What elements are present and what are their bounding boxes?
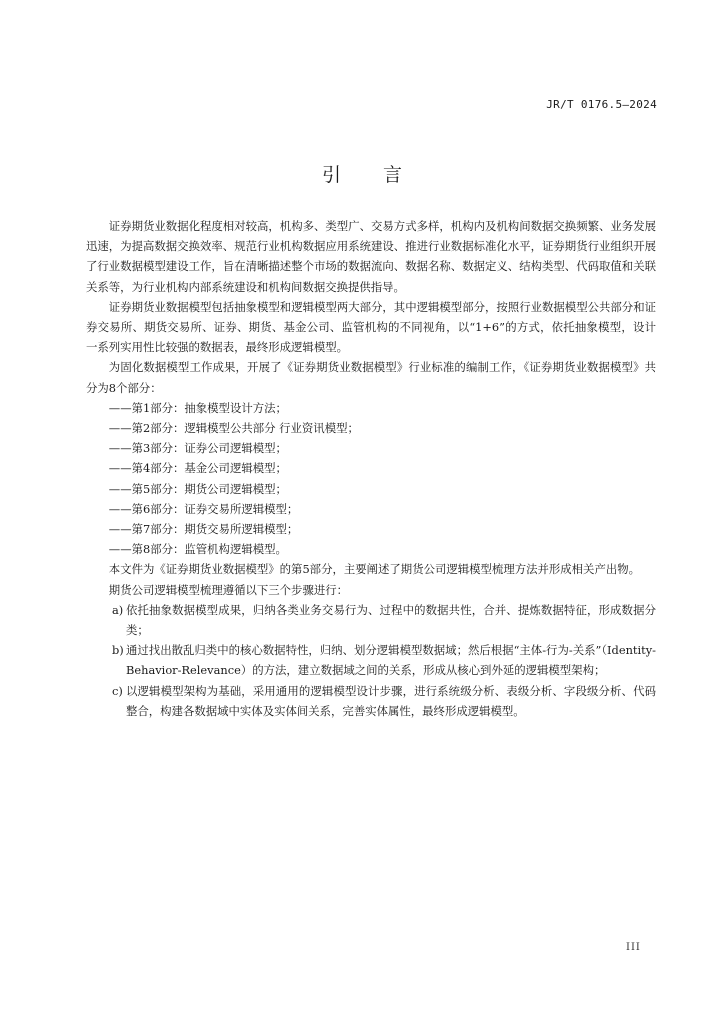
section-title: 引言 (321, 164, 444, 186)
list-item: ——第3部分：证券公司逻辑模型； (108, 441, 287, 456)
paragraph: 本文件为《证券期货业数据模型》的第5部分，主要阐述了期货公司逻辑模型梳理方法并形成相关产出物。 (108, 562, 641, 577)
list-marker: b) (112, 643, 124, 658)
paragraph: 证券期货业数据化程度相对较高，机构多、类型广、交易方式多样，机构内及机构间数据交换频繁、业务发展迅速，为提高数据交换效率、规范行业机构数据应用系统建设、推进行业数据标准化水平，证券期货行业组织开展了行业数据模型建设工作，旨在清晰描述整个市场的数据流向、数据名称、数据定义、结构类型、代码取值和关联关系等，为行业机构内部系统建设和机构间数据交换提供指导。 (86, 219, 656, 294)
list-item-text: 通过找出散乱归类中的核心数据特性，归纳、划分逻辑模型数据域；然后根据“主体-行为-关系”（Identity-Behavior-Relevance）的方法，建立数据域之间的关系，形成从核心到外延的逻辑模型架构； (126, 643, 656, 678)
standard-number: JR/T 0176.5—2024 (546, 98, 657, 111)
list-item: ——第1部分：抽象模型设计方法； (108, 400, 287, 415)
list-item: ——第4部分：基金公司逻辑模型； (108, 461, 287, 476)
list-item: ——第8部分：监管机构逻辑模型。 (108, 542, 287, 557)
parts-list (86, 398, 656, 560)
list-item: ——第2部分：逻辑模型公共部分 行业资讯模型； (108, 421, 359, 436)
list-item-text: 以逻辑模型架构为基础，采用通用的逻辑模型设计步骤，进行系统级分析、表级分析、字段级分析、代码整合，构建各数据域中实体及实体间关系，完善实体属性，最终形成逻辑模型。 (126, 683, 656, 718)
list-item-text: 依托抽象数据模型成果，归纳各类业务交易行为、过程中的数据共性，合并、提炼数据特征，形成数据分类； (126, 602, 656, 638)
list-item (86, 600, 656, 640)
list-item (86, 681, 656, 721)
list-marker: c) (112, 683, 123, 698)
paragraph: 为固化数据模型工作成果，开展了《证券期货业数据模型》行业标准的编制工作，《证券期货业数据模型》共分为8个部分： (86, 360, 656, 395)
list-item: ——第6部分：证券交易所逻辑模型； (108, 501, 299, 516)
list-marker: a) (112, 602, 124, 617)
paragraph: 期货公司逻辑模型梳理遵循以下三个步骤进行： (108, 582, 349, 597)
list-item: ——第5部分：期货公司逻辑模型； (108, 481, 287, 496)
paragraph: 证券期货业数据模型包括抽象模型和逻辑模型两大部分，其中逻辑模型部分，按照行业数据模型公共部分和证券交易所、期货交易所、证券、期货、基金公司、监管机构的不同视角，以“1+6”的方式，依托抽象模型，设计一系列实用性比较强的数据表，最终形成逻辑模型。 (86, 299, 656, 355)
document-body (86, 216, 656, 721)
page-number: III (626, 942, 641, 953)
list-item: ——第7部分：期货交易所逻辑模型； (108, 522, 299, 537)
steps-list (86, 600, 656, 721)
list-item (86, 640, 656, 680)
